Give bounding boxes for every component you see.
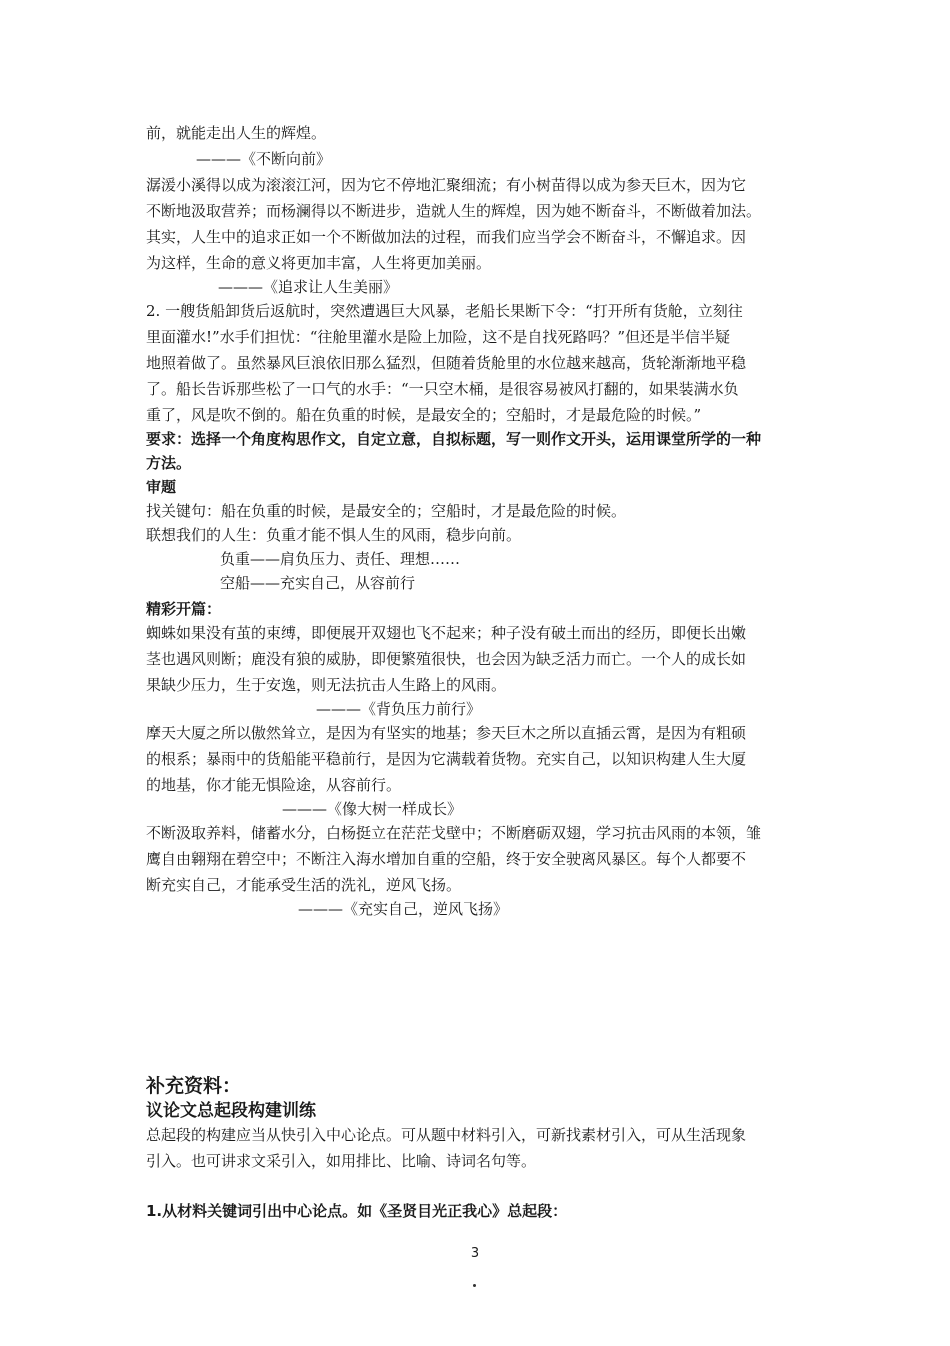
- body-line: 里面灌水!”水手们担忧：“往舱里灌水是险上加险，这不是自找死路吗？”但还是半信半疑: [146, 328, 731, 346]
- indented-line: 空船——充实自己，从容前行: [220, 574, 416, 592]
- body-line: 断充实自己，才能承受生活的洗礼，逆风飞扬。: [146, 876, 462, 894]
- section-heading: 精彩开篇：: [146, 600, 222, 618]
- body-line: 总起段的构建应当从快引入中心论点。可从题中材料引入，可新找素材引入，可从生活现象: [146, 1126, 747, 1144]
- essay-title-caption: ———《充实自己，逆风飞扬》: [298, 900, 509, 918]
- body-line: 联想我们的人生：负重才能不惧人生的风雨，稳步向前。: [146, 526, 522, 544]
- requirement-line: 方法。: [146, 454, 192, 472]
- body-line: 果缺少压力，生于安逸，则无法抗击人生路上的风雨。: [146, 676, 507, 694]
- essay-title-caption: ———《不断向前》: [196, 150, 332, 168]
- body-line: 为这样，生命的意义将更加丰富，人生将更加美丽。: [146, 254, 492, 272]
- essay-title-caption: ———《像大树一样成长》: [282, 800, 463, 818]
- supplement-heading: 补充资料：: [146, 1075, 242, 1097]
- section-heading: 审题: [146, 478, 177, 496]
- page-number-dot: [473, 1284, 476, 1287]
- body-line: 找关键句：船在负重的时候，是最安全的；空船时，才是最危险的时候。: [146, 502, 627, 520]
- body-line: 不断汲取养料，储蓄水分，白杨挺立在茫茫戈壁中；不断磨砺双翅，学习抗击风雨的本领，雏: [146, 824, 762, 842]
- body-line: 不断地汲取营养；而杨澜得以不断进步，造就人生的辉煌，因为她不断奋斗，不断做着加法。: [146, 202, 762, 220]
- body-line: 潺湲小溪得以成为滚滚江河，因为它不停地汇聚细流；有小树苗得以成为参天巨木，因为它: [146, 176, 747, 194]
- body-line: 茎也遇风则断；鹿没有狼的威胁，即便繁殖很快，也会因为缺乏活力而亡。一个人的成长如: [146, 650, 747, 668]
- body-line: 重了，风是吹不倒的。船在负重的时候，是最安全的；空船时，才是最危险的时候。”: [146, 406, 702, 424]
- body-line: 的根系；暴雨中的货船能平稳前行，是因为它满载着货物。充实自己，以知识构建人生大厦: [146, 750, 747, 768]
- body-line: 2. 一艘货船卸货后返航时，突然遭遇巨大风暴，老船长果断下令：“打开所有货舱，立刻往: [146, 302, 743, 320]
- body-line: 地照着做了。虽然暴风巨浪依旧那么猛烈，但随着货舱里的水位越来越高，货轮渐渐地平稳: [146, 354, 747, 372]
- body-line: 前，就能走出人生的辉煌。: [146, 124, 327, 142]
- body-line: 了。船长告诉那些松了一口气的水手：“一只空木桶，是很容易被风打翻的，如果装满水负: [146, 380, 739, 398]
- essay-title-caption: ———《追求让人生美丽》: [218, 278, 399, 296]
- requirement-line: 要求：选择一个角度构思作文，自定立意，自拟标题，写一则作文开头，运用课堂所学的一种: [146, 430, 762, 448]
- numbered-heading: 1.从材料关键词引出中心论点。如《圣贤目光正我心》总起段：: [146, 1202, 568, 1220]
- subsection-heading: 议论文总起段构建训练: [146, 1101, 316, 1121]
- indented-line: 负重——肩负压力、责任、理想……: [220, 550, 461, 568]
- body-line: 的地基，你才能无惧险途，从容前行。: [146, 776, 402, 794]
- essay-title-caption: ———《背负压力前行》: [316, 700, 482, 718]
- body-line: 引入。也可讲求文采引入，如用排比、比喻、诗词名句等。: [146, 1152, 537, 1170]
- body-line: 摩天大厦之所以傲然耸立，是因为有坚实的地基；参天巨木之所以直插云霄，是因为有粗硕: [146, 724, 747, 742]
- page-number: 3: [470, 1246, 480, 1261]
- body-line: 蜘蛛如果没有茧的束缚，即便展开双翅也飞不起来；种子没有破土而出的经历，即便长出嫩: [146, 624, 747, 642]
- body-line: 鹰自由翱翔在碧空中；不断注入海水增加自重的空船，终于安全驶离风暴区。每个人都要不: [146, 850, 747, 868]
- body-line: 其实，人生中的追求正如一个不断做加法的过程，而我们应当学会不断奋斗，不懈追求。因: [146, 228, 747, 246]
